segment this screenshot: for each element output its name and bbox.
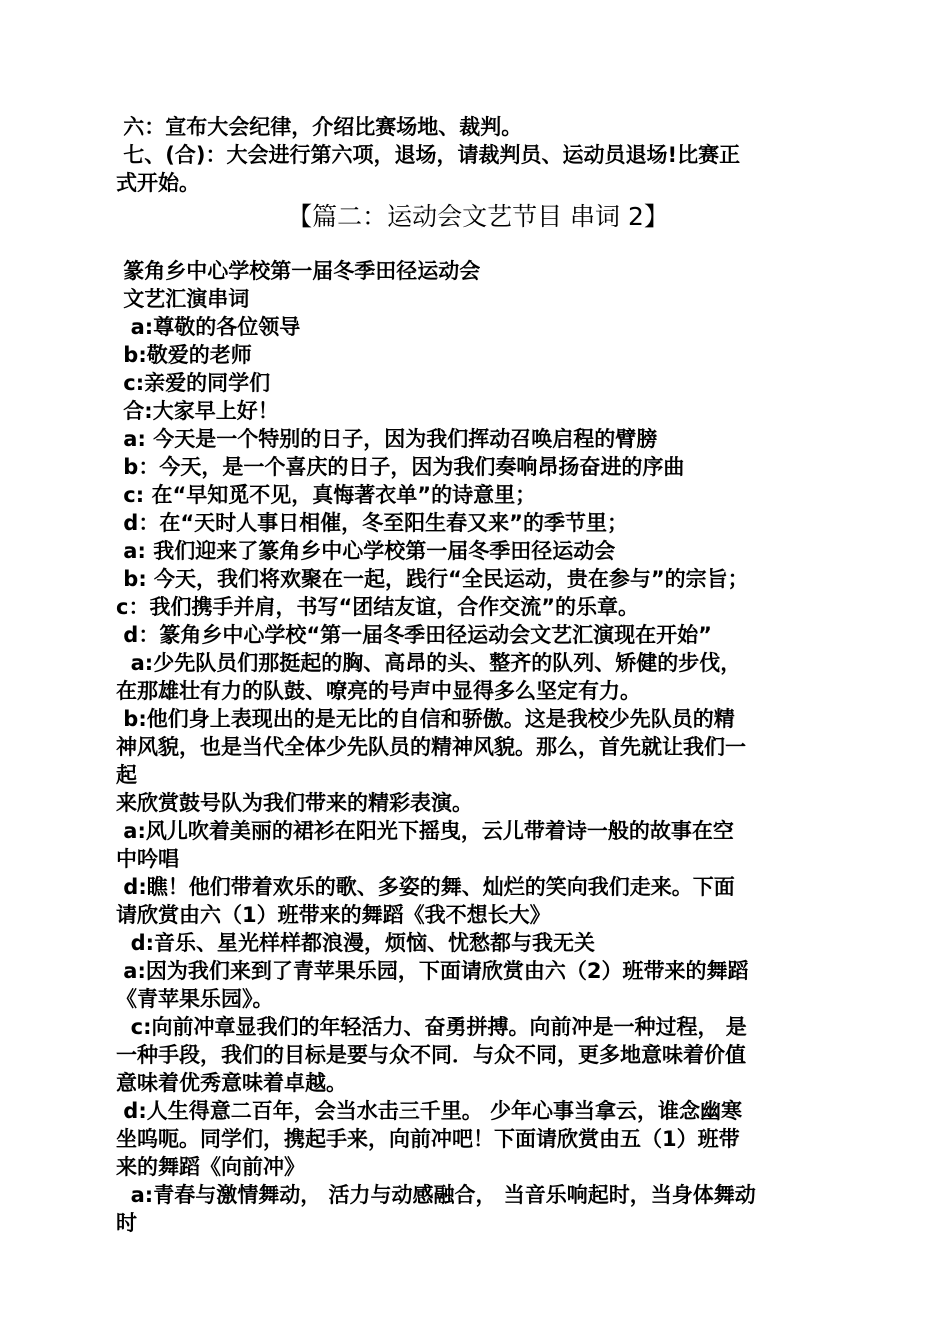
text-line: 来欣赏鼓号队为我们带来的精彩表演。 <box>116 791 473 815</box>
text-line: d:人生得意二百年，会当水击三千里。 少年心事当拿云，谁念幽寒 <box>116 1099 743 1123</box>
text-line: 坐呜呃。同学们，携起手来，向前冲吧！下面请欣赏由五（1）班带 <box>116 1127 740 1151</box>
text-line: c:亲爱的同学们 <box>116 371 271 395</box>
text-line: b: 今天，我们将欢聚在一起，践行“全民运动，贵在参与”的宗旨； <box>116 567 749 591</box>
text-line: 起 <box>116 763 137 787</box>
text-line: a:青春与激情舞动， 活力与动感融合， 当音乐响起时，当身体舞动 <box>116 1183 756 1207</box>
text-line: a:尊敬的各位领导 <box>116 315 301 339</box>
text-line: d：篆角乡中心学校“第一届冬季田径运动会文艺汇演现在开始” <box>116 623 712 647</box>
text-line: 神风貌，也是当代全体少先队员的精神风貌。那么，首先就让我们一 <box>116 735 746 759</box>
text-line: 在那雄壮有力的队鼓、嘹亮的号声中显得多么坚定有力。 <box>116 679 641 703</box>
text-line: d:瞧！他们带着欢乐的歌、多姿的舞、灿烂的笑向我们走来。下面 <box>116 875 735 899</box>
text-line: 一种手段，我们的目标是要与众不同．与众不同，更多地意味着价值 <box>116 1043 746 1067</box>
document-content <box>116 113 840 1237</box>
text-line: c：我们携手并肩，书写“团结友谊，合作交流”的乐章。 <box>116 595 640 619</box>
text-line: c:向前冲章显我们的年轻活力、奋勇拼搏。向前冲是一种过程， 是 <box>116 1015 747 1039</box>
text-line: a:因为我们来到了青苹果乐园，下面请欣赏由六（2）班带来的舞蹈 <box>116 959 749 983</box>
text-line: 式开始。 <box>116 171 200 195</box>
text-line: 六：宣布大会纪律，介绍比赛场地、裁判。 <box>116 115 523 139</box>
intro-lines <box>116 113 840 197</box>
text-line: 中吟唱 <box>116 847 179 871</box>
text-line: d:音乐、星光样样都浪漫，烦恼、忧愁都与我无关 <box>116 931 596 955</box>
text-line: b:他们身上表现出的是无比的自信和骄傲。这是我校少先队员的精 <box>116 707 735 731</box>
text-line: 请欣赏由六（1）班带来的舞蹈《我不想长大》 <box>116 903 551 927</box>
text-line: b：今天，是一个喜庆的日子，因为我们奏响昂扬奋进的序曲 <box>116 455 685 479</box>
text-line: 文艺汇演串词 <box>116 287 250 311</box>
text-line: a:风儿吹着美丽的裙衫在阳光下摇曳，云儿带着诗一般的故事在空 <box>116 819 734 843</box>
text-line: b:敬爱的老师 <box>116 343 252 367</box>
section-title: 【篇二：运动会文艺节目 串词 2】 <box>287 202 669 231</box>
text-line: 七、(合)：大会进行第六项，退场，请裁判员、运动员退场!比赛正 <box>116 143 741 167</box>
text-line: c: 在“早知觅不见，真悔著衣单”的诗意里； <box>116 483 537 507</box>
text-line: 意味着优秀意味着卓越。 <box>116 1071 347 1095</box>
text-line: a: 我们迎来了篆角乡中心学校第一届冬季田径运动会 <box>116 539 616 563</box>
text-line: a:少先队员们那挺起的胸、高昂的头、整齐的队列、矫健的步伐， <box>116 651 742 675</box>
text-line: 来的舞蹈《向前冲》 <box>116 1155 305 1179</box>
text-line: a: 今天是一个特别的日子，因为我们挥动召唤启程的臂膀 <box>116 427 658 451</box>
text-line: d：在“天时人事日相催，冬至阳生春又来”的季节里； <box>116 511 628 535</box>
text-line: 合:大家早上好！ <box>116 399 279 423</box>
script-lines <box>116 257 840 1237</box>
text-line: 篆角乡中心学校第一届冬季田径运动会 <box>116 259 481 283</box>
text-line: 时 <box>116 1211 137 1235</box>
text-line: 《青苹果乐园》。 <box>116 987 274 1011</box>
